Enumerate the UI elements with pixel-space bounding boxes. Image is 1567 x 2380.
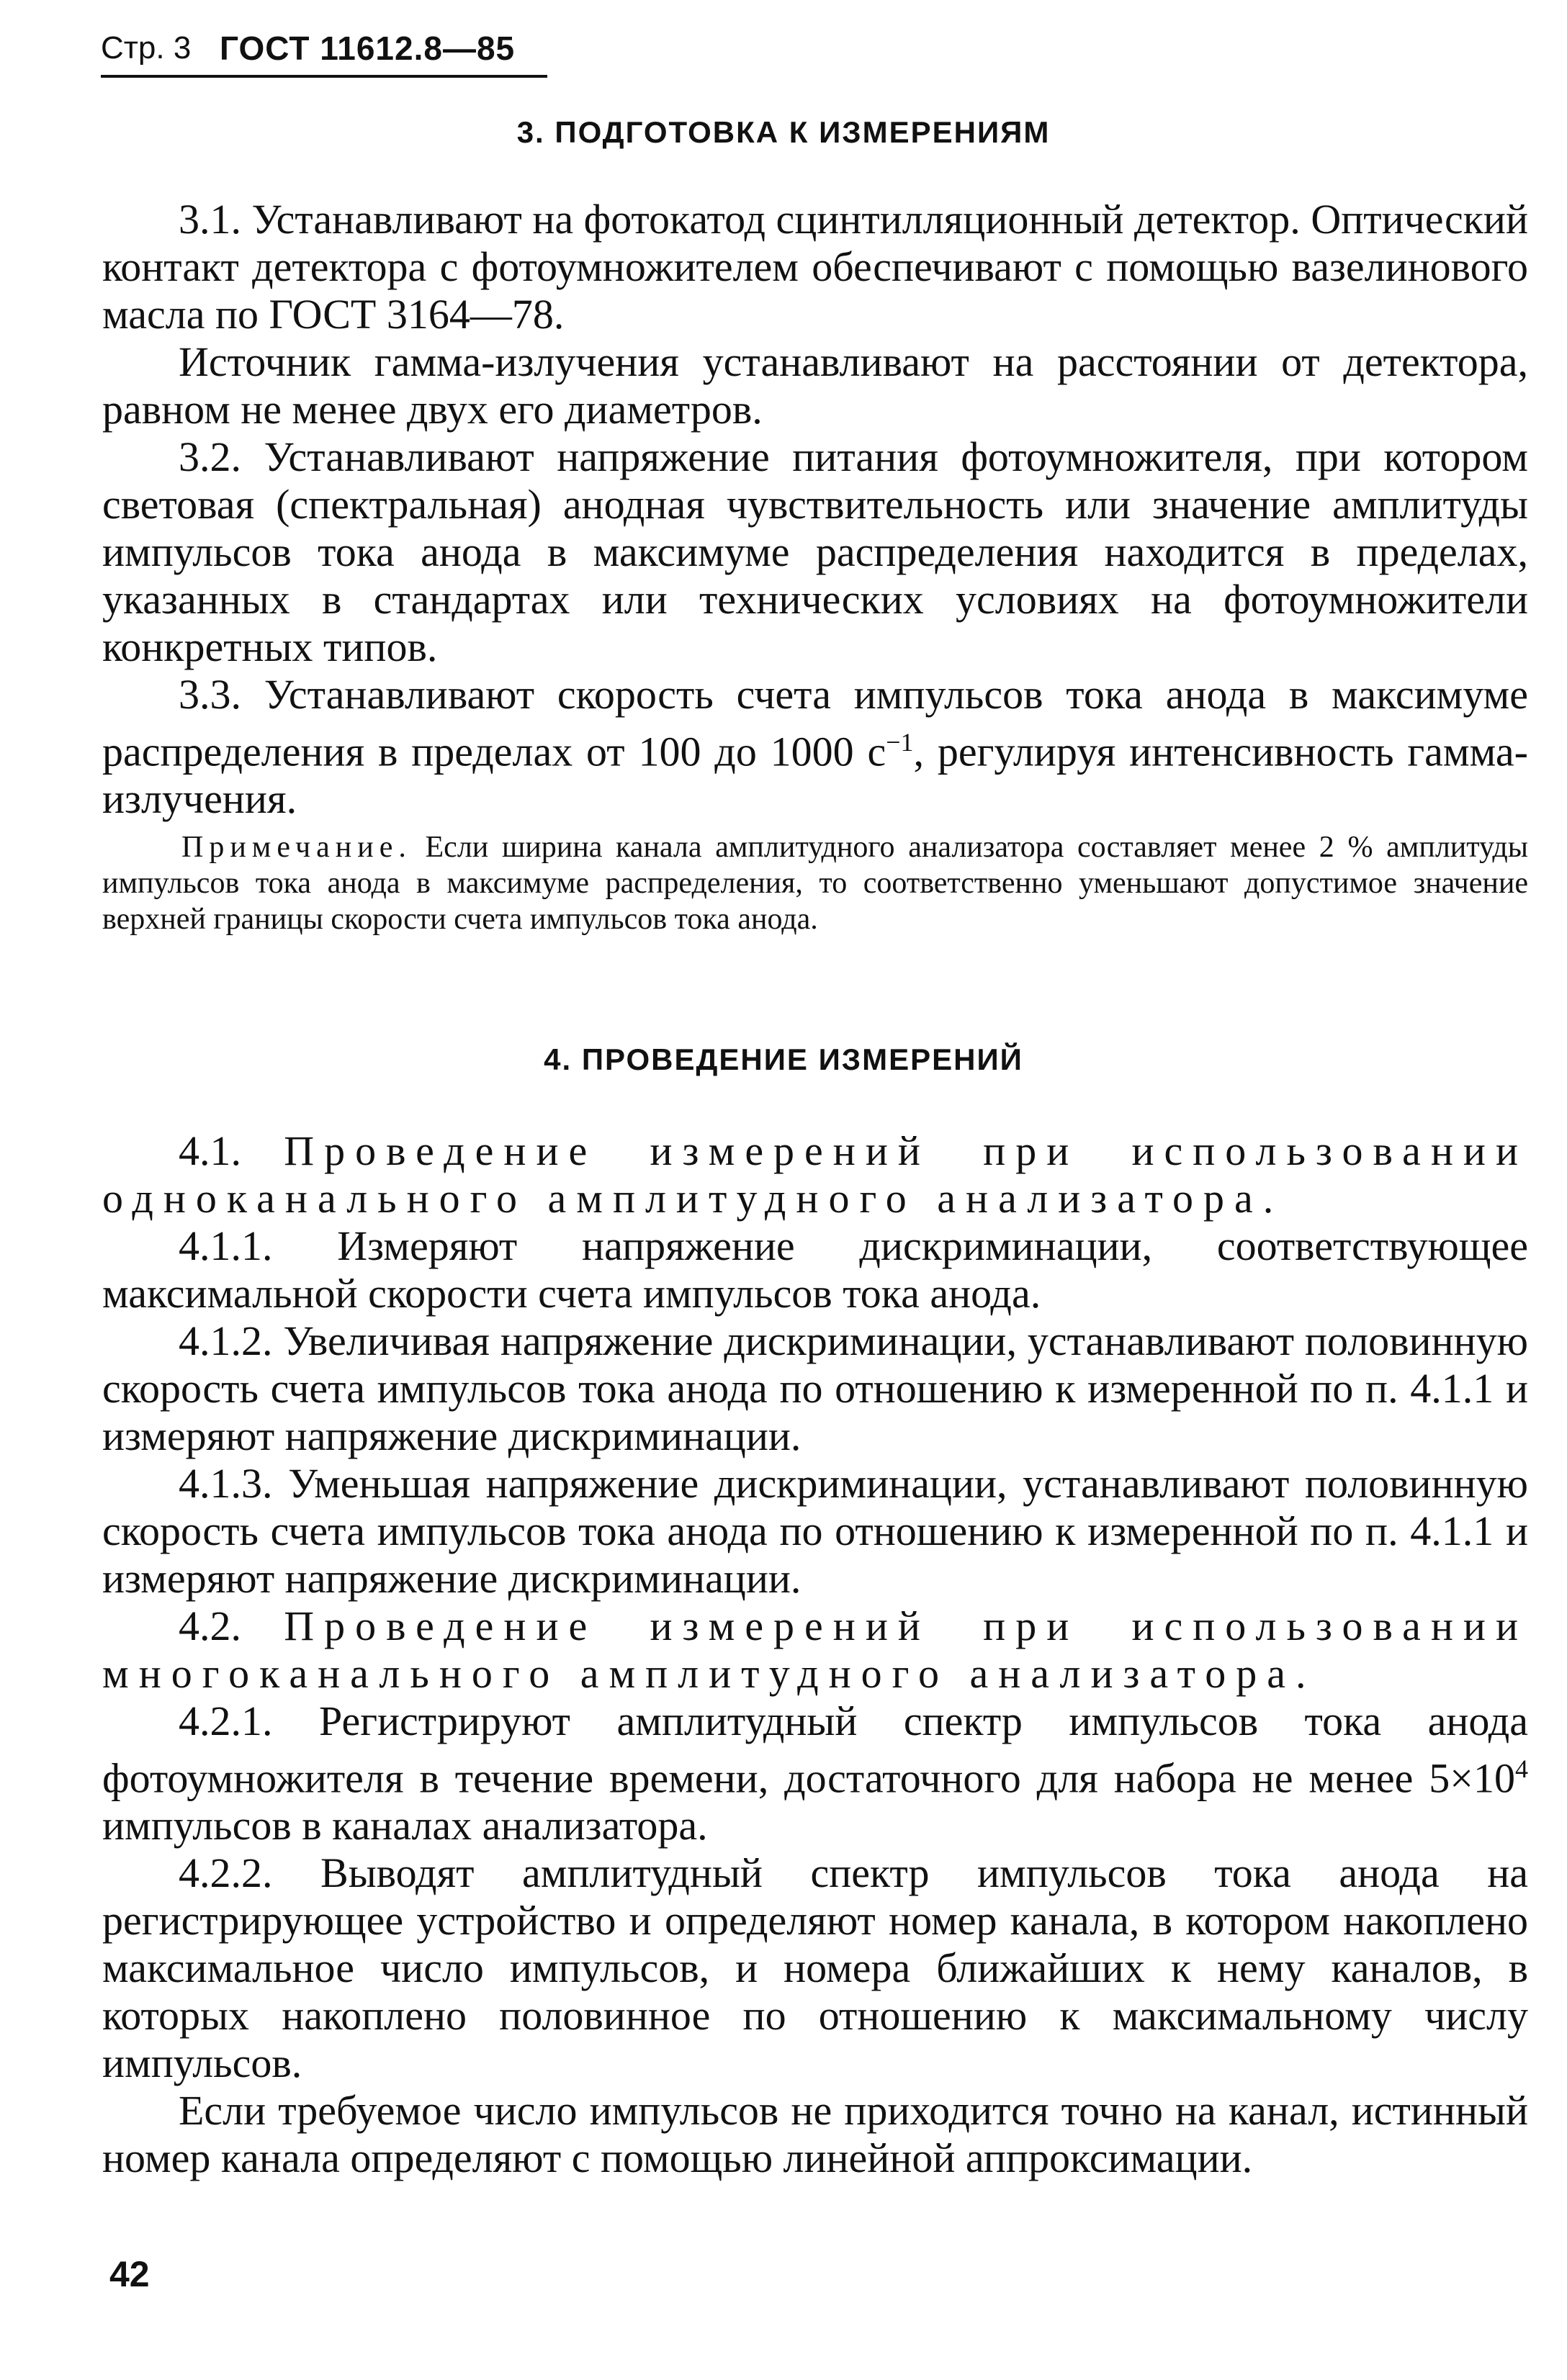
paragraph-4-1 (102, 1127, 1528, 1222)
paragraph-3-1-source: Источник гамма-излучения устанавливают на расстоянии от детектора, равном не менее двух его диаметров. (102, 338, 1528, 433)
paragraph-4-2-number: 4.2. (179, 1603, 284, 1649)
section-3-title: 3. ПОДГОТОВКА К ИЗМЕРЕНИЯМ (516, 115, 1051, 149)
note-text: Если ширина канала амплитудного анализатора составляет менее 2 % амплитуды импульсов тока анода в максимуме распределения, то соответственно уменьшают допустимое значение верхней границы скорости счета импульсов тока анода. (102, 831, 1528, 936)
paragraph-4-1-heading: Проведение измерений при использовании одноканального амплитудного анализатора. (102, 1127, 1528, 1222)
section-3-body (102, 196, 1528, 823)
paragraph-4-1-2: 4.1.2. Увеличивая напряжение дискриминации, устанавливают половинную скорость счета импульсов тока анода по отношению к измеренной по п. 4.1.1 и измеряют напряжение дискриминации. (102, 1317, 1528, 1459)
note-block (102, 829, 1528, 937)
header-standard-number: ГОСТ 11612.8—85 (220, 30, 516, 67)
paragraph-4-2 (102, 1603, 1528, 1698)
paragraph-4-1-number: 4.1. (179, 1127, 284, 1174)
section-4-body (102, 1127, 1528, 2182)
paragraph-3-3 (102, 671, 1528, 823)
paragraph-4-2-2-cont: Если требуемое число импульсов не приходится точно на канал, истинный номер канала определяют с помощью линейной аппроксимации. (102, 2087, 1528, 2182)
running-header (101, 22, 547, 72)
paragraph-3-3-text: 3.3. Устанавливают скорость счета импульсов тока анода в максимуме распределения в пределах от 100 до 1000 с (102, 671, 1528, 775)
paragraph-3-2: 3.2. Устанавливают напряжение питания фотоумножителя, при котором световая (спектральная) анодная чувствительность или значение амплитуды импульсов тока анода в максимуме распределения находится в пределах, указанных в стандартах или технических условиях на фотоумножители конкретных типов. (102, 433, 1528, 670)
section-4-title: 4. ПРОВЕДЕНИЕ ИЗМЕРЕНИЙ (544, 1042, 1023, 1076)
paragraph-3-1: 3.1. Устанавливают на фотокатод сцинтилляционный детектор. Оптический контакт детектора с фотоумножителем обеспечивают с помощью вазелинового масла по ГОСТ 3164—78. (102, 196, 1528, 338)
header-rule (101, 75, 547, 78)
paragraph-4-2-1-tail: импульсов в каналах анализатора. (102, 1802, 708, 1849)
paragraph-4-2-1-superscript: 4 (1515, 1754, 1528, 1783)
paragraph-3-3-tail: , регулируя интенсивность гамма-излучения. (102, 728, 1528, 823)
paragraph-4-1-3: 4.1.3. Уменьшая напряжение дискриминации, устанавливают половинную скорость счета импульсов тока анода по отношению к измеренной по п. 4.1.1 и измеряют напряжение дискриминации. (102, 1460, 1528, 1602)
header-page-label: Стр. 3 (101, 30, 192, 66)
paragraph-4-2-1-text: 4.2.1. Регистрируют амплитудный спектр импульсов тока анода фотоумножителя в течение времени, достаточного для набора не менее 5×10 (102, 1698, 1528, 1802)
paragraph-4-2-2: 4.2.2. Выводят амплитудный спектр импульсов тока анода на регистрирующее устройство и определяют номер канала, в котором накоплено максимальное число импульсов, и номера ближайших к нему каналов, в которых накоплено половинное по отношению к максимальному числу импульсов. (102, 1849, 1528, 2087)
page-number: 42 (109, 2254, 150, 2294)
note-label: Примечание. (181, 831, 412, 864)
paragraph-4-1-1: 4.1.1. Измеряют напряжение дискриминации, соответствующее максимальной скорости счета импульсов тока анода. (102, 1222, 1528, 1317)
paragraph-4-2-1 (102, 1698, 1528, 1849)
paragraph-3-3-superscript: −1 (886, 728, 914, 757)
paragraph-4-2-heading: Проведение измерений при использовании многоканального амплитудного анализатора. (102, 1603, 1528, 1697)
note-paragraph (102, 829, 1528, 937)
